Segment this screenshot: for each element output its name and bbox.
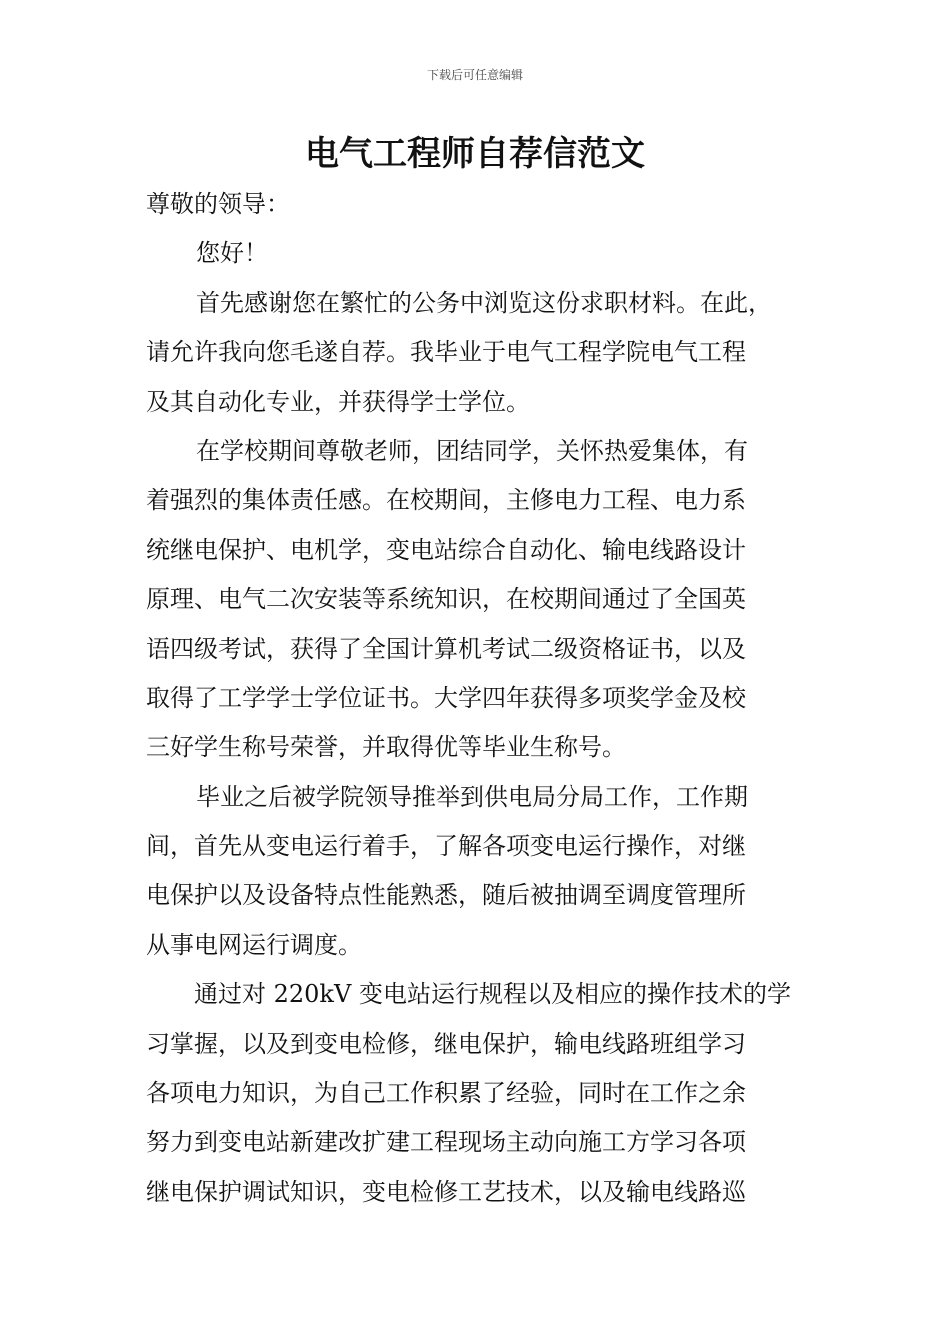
paragraph-line: 取得了工学学士学位证书。大学四年获得多项奖学金及校	[146, 683, 746, 712]
paragraph-line: 习掌握，以及到变电检修，继电保护，输电线路班组学习	[146, 1029, 746, 1058]
paragraph-4	[146, 970, 812, 1217]
letter-body	[146, 180, 812, 1217]
paragraph-line: 努力到变电站新建改扩建工程现场主动向施工方学习各项	[146, 1128, 746, 1157]
paragraph-line: 三好学生称号荣誉，并取得优等毕业生称号。	[146, 733, 626, 762]
paragraph-line: 在学校期间尊敬老师，团结同学，关怀热爱集体，有	[196, 436, 748, 465]
paragraph-line: 及其自动化专业，并获得学士学位。	[146, 387, 530, 416]
paragraph-line: 原理、电气二次安装等系统知识，在校期间通过了全国英	[146, 585, 746, 614]
paragraph-line: 继电保护调试知识，变电检修工艺技术，以及输电线路巡	[146, 1177, 746, 1206]
paragraph-line: 毕业之后被学院领导推举到供电局分局工作，工作期	[196, 782, 748, 811]
paragraph-line: 请允许我向您毛遂自荐。我毕业于电气工程学院电气工程	[146, 338, 746, 367]
greeting: 您好！	[196, 239, 268, 268]
paragraph-line: 首先感谢您在繁忙的公务中浏览这份求职材料。在此，	[196, 288, 772, 317]
paragraph-2	[146, 427, 812, 773]
paragraph-line: 统继电保护、电机学，变电站综合自动化、输电线路设计	[146, 535, 746, 564]
paragraph-line: 语四级考试，获得了全国计算机考试二级资格证书，以及	[146, 634, 746, 663]
document-title: 电气工程师自荐信范文	[305, 134, 645, 174]
header-note: 下载后可任意编辑	[426, 68, 523, 82]
paragraph-line: 通过对 220kV 变电站运行规程以及相应的操作技术的学	[194, 980, 791, 1009]
salutation: 尊敬的领导：	[146, 190, 290, 218]
paragraph-3	[146, 773, 812, 971]
paragraph-line: 从事电网运行调度。	[146, 930, 362, 959]
paragraph-line: 间，首先从变电运行着手，了解各项变电运行操作，对继	[146, 832, 746, 861]
paragraph-line: 着强烈的集体责任感。在校期间，主修电力工程、电力系	[146, 486, 746, 515]
paragraph-line: 电保护以及设备特点性能熟悉，随后被抽调至调度管理所	[146, 881, 746, 910]
paragraph-1	[146, 279, 812, 427]
paragraph-line: 各项电力知识，为自己工作积累了经验，同时在工作之余	[146, 1079, 746, 1108]
